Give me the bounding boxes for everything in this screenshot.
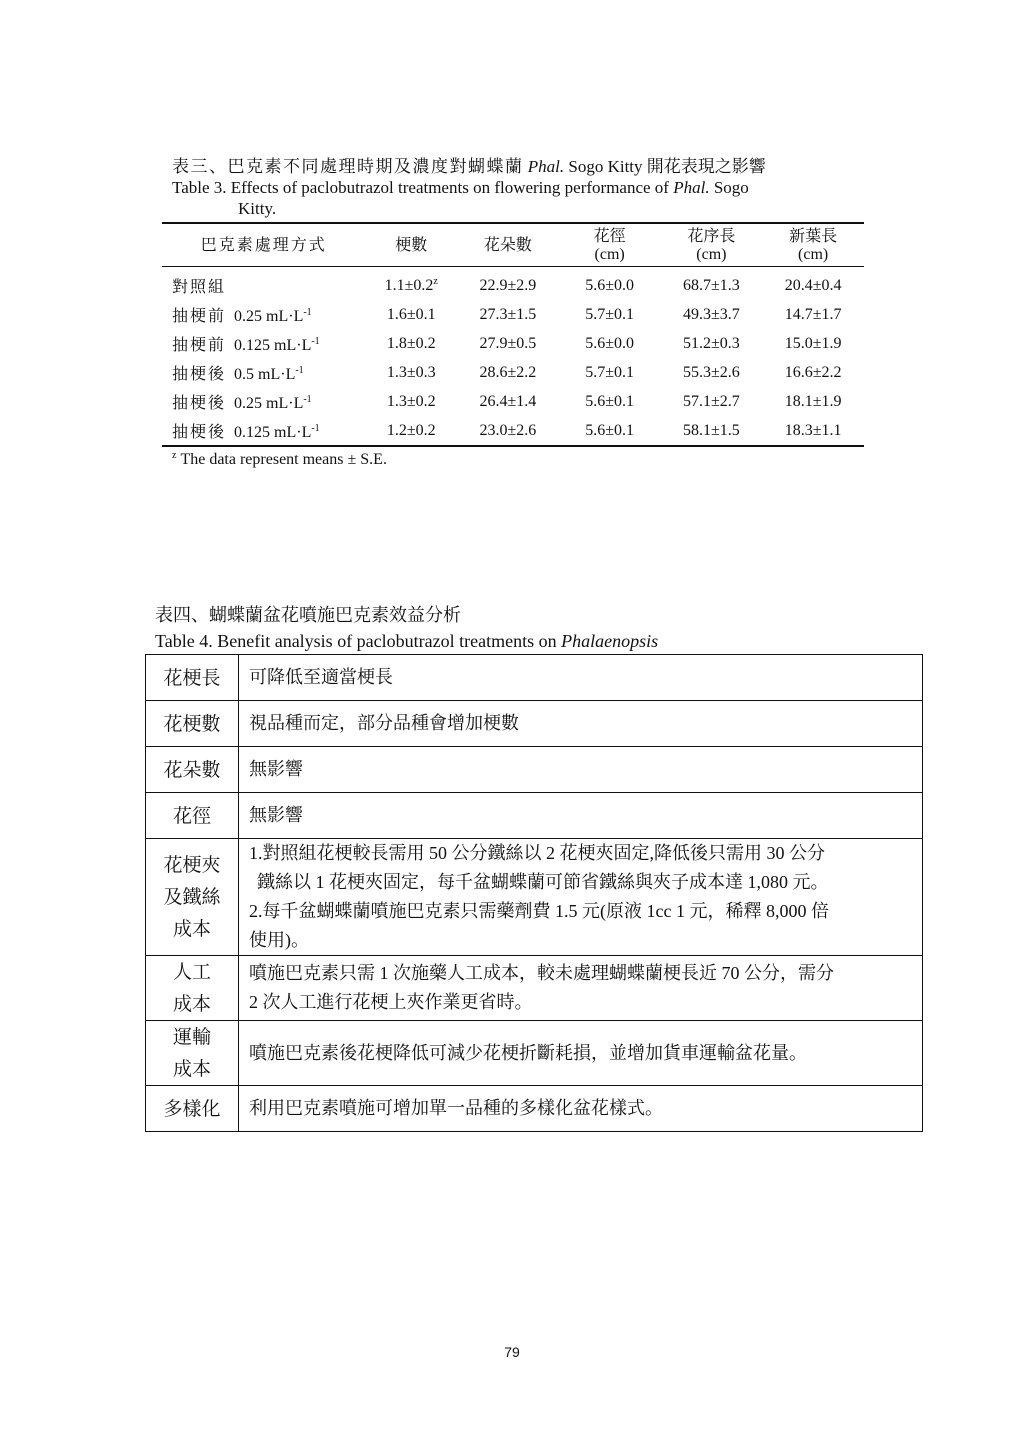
table4-caption-en: Table 4. Benefit analysis of paclobutrazol treatments on Phalaenopsis [155,631,659,651]
value-cell: 1.2±0.2 [386,421,436,439]
table4 [145,654,923,1132]
table-row [162,387,864,416]
row-description: 噴施巴克素只需 1 次施藥人工成本，較未處理蝴蝶蘭梗長近 70 公分，需分 2 次人工進行花梗上夾作業更省時。 [239,956,923,1021]
column-header: 巴克素處理方式 [200,237,327,254]
table-row [162,358,864,387]
value-cell: 18.3±1.1 [784,421,842,439]
value-cell: 20.4±0.4 [784,276,842,294]
row-label: 多樣化 [146,1086,239,1132]
table3-header-row [162,223,864,267]
value-cell: 16.6±2.2 [784,363,842,381]
row-description: 噴施巴克素後花梗降低可減少花梗折斷耗損，並增加貨車運輸盆花量。 [239,1021,923,1086]
value-cell: 5.6±0.0 [585,334,635,352]
table4-caption [155,602,658,654]
value-cell: 68.7±1.3 [682,276,740,294]
table-row [146,701,923,747]
row-label: 花梗數 [146,701,239,747]
value-cell: 1.3±0.2 [386,392,436,410]
row-description: 無影響 [239,747,923,793]
page-number: 79 [504,1344,520,1360]
row-label: 花朵數 [146,747,239,793]
value-cell: 57.1±2.7 [682,392,740,410]
table3-footnote: $^z$ The data represent means ± S.E. [172,450,387,468]
table-row [146,839,923,956]
value-cell: 1.8±0.2 [386,334,436,352]
value-cell: 22.9±2.9 [479,276,537,294]
treatment-cell: 對照組 [172,279,227,296]
treatment-cell: 抽梗前 0.125 $mL\cdot L^{-1}$ [172,336,320,354]
value-cell: 26.4±1.4 [479,392,537,410]
value-cell: 1.6±0.1 [386,305,436,323]
row-label: 人工 成本 [146,956,239,1021]
value-cell: 5.6±0.0 [585,276,635,294]
column-header: 花徑 (cm) [593,228,626,263]
value-cell: 5.7±0.1 [585,363,635,381]
treatment-cell: 抽梗前 0.25 $mL\cdot L^{-1}$ [172,307,312,325]
row-description: 可降低至適當梗長 [239,655,923,701]
row-description: 無影響 [239,793,923,839]
value-cell: 18.1±1.9 [784,392,842,410]
value-cell: 55.3±2.6 [682,363,740,381]
table4-caption-zh: 表四、蝴蝶蘭盆花噴施巴克素效益分析 [155,605,461,625]
row-label: 花梗長 [146,655,239,701]
table-row [146,793,923,839]
table-row [162,329,864,358]
column-header: 花朵數 [483,237,532,254]
column-header: 梗數 [395,237,428,254]
value-cell: 14.7±1.7 [784,305,842,323]
row-description: 視品種而定，部分品種會增加梗數 [239,701,923,747]
value-cell: 51.2±0.3 [682,334,740,352]
value-cell: 28.6±2.2 [479,363,537,381]
table-row [146,1021,923,1086]
table3 [162,222,864,447]
value-cell: 5.6±0.1 [585,392,635,410]
value-cell: 5.6±0.1 [585,421,635,439]
table-row [162,300,864,329]
value-cell: 5.7±0.1 [585,305,635,323]
table3-caption-en-line2: Kitty. [238,199,277,218]
value-cell: 27.3±1.5 [479,305,537,323]
column-header: 新葉長 (cm) [789,228,838,263]
table3-caption [172,156,852,219]
value-cell: 23.0±2.6 [479,421,537,439]
table-row [162,267,864,301]
row-description: 利用巴克素噴施可增加單一品種的多樣化盆花樣式。 [239,1086,923,1132]
treatment-cell: 抽梗後 0.25 $mL\cdot L^{-1}$ [172,394,312,412]
value-cell: 27.9±0.5 [479,334,537,352]
table3-caption-zh: 表三、巴克素不同處理時期及濃度對蝴蝶蘭 Phal. Sogo Kitty 開花表現之影響 [172,157,766,176]
row-label: 花徑 [146,793,239,839]
table-row [146,1086,923,1132]
treatment-cell: 抽梗後 0.125 $mL\cdot L^{-1}$ [172,423,320,441]
row-label: 運輸 成本 [146,1021,239,1086]
column-header: 花序長 (cm) [687,228,736,263]
table-row [146,655,923,701]
value-cell: 49.3±3.7 [682,305,740,323]
table-row [146,747,923,793]
table3-caption-en: Table 3. Effects of paclobutrazol treatments on flowering performance of Phal. Sogo [172,178,749,197]
value-cell: $1.1\pm 0.2^z$ [384,275,438,294]
value-cell: 1.3±0.3 [386,363,436,381]
treatment-cell: 抽梗後 0.5 $mL\cdot L^{-1}$ [172,365,304,383]
value-cell: 58.1±1.5 [682,421,740,439]
row-description: 1.對照組花梗較長需用 50 公分鐵絲以 2 花梗夾固定,降低後只需用 30 公分 鐵絲以 1 花梗夾固定，每千盆蝴蝶蘭可節省鐵絲與夾子成本達 1,080 元。 2.每千盆蝴蝶蘭噴施巴克素只需藥劑費 1.5 元(原液 1cc 1 元，稀釋 8,000 倍 使用)。 [239,839,923,956]
table-row [162,416,864,446]
value-cell: 15.0±1.9 [784,334,842,352]
table-row [146,956,923,1021]
row-label: 花梗夾 及鐵絲 成本 [146,839,239,956]
